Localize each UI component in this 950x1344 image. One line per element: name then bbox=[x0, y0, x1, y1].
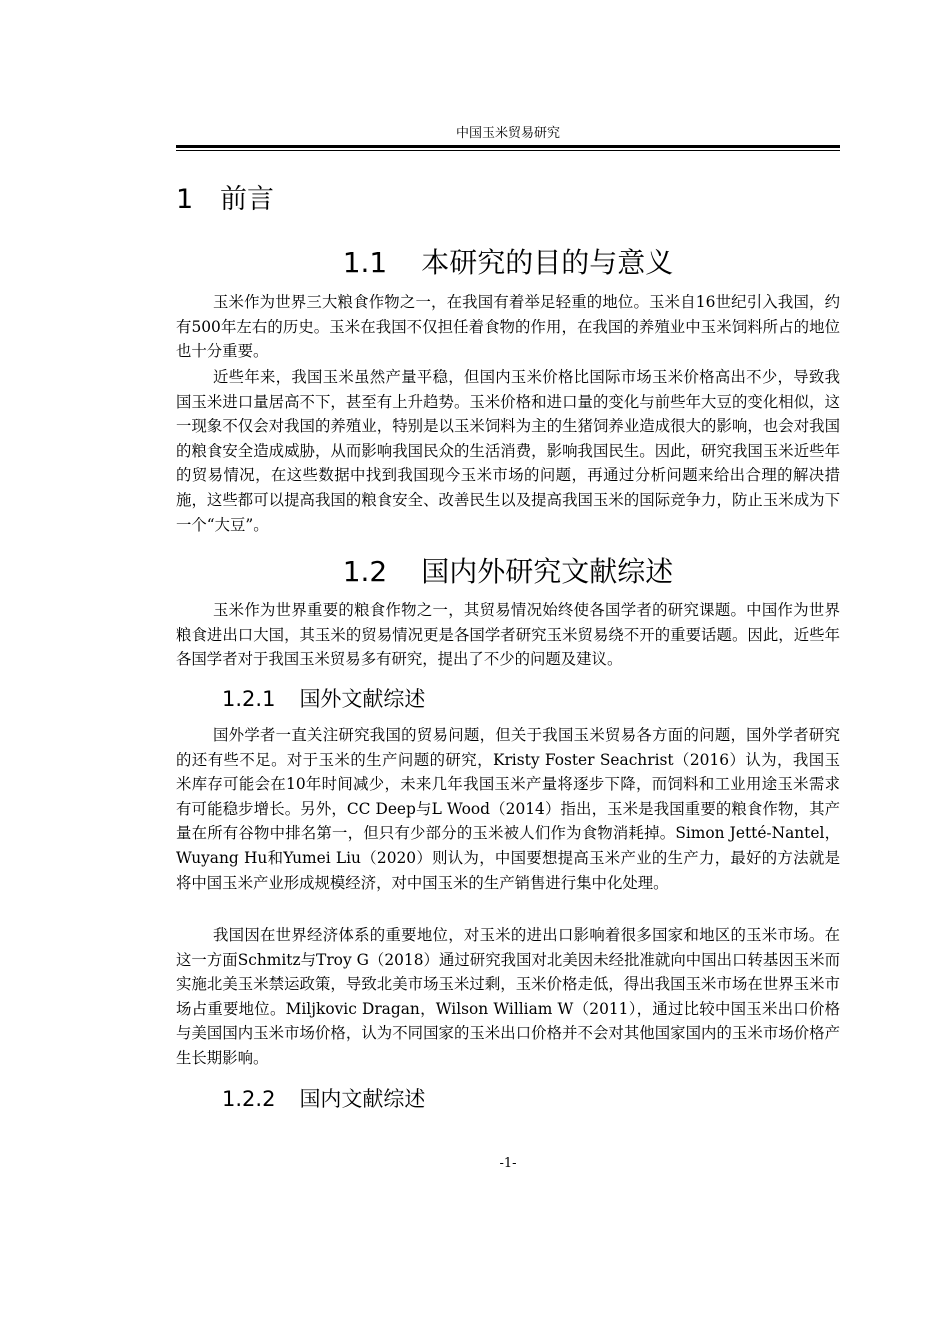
paragraph: 玉米作为世界重要的粮食作物之一，其贸易情况始终使各国学者的研究课题。中国作为世界粮食进出口大国，其玉米的贸易情况更是各国学者研究玉米贸易绕不开的重要话题。因此，近些年各国学者对于我国玉米贸易多有研究，提出了不少的问题及建议。 bbox=[176, 601, 840, 669]
subsection-heading-1-2-2 bbox=[222, 1084, 425, 1114]
paragraph: 国外学者一直关注研究我国的贸易问题，但关于我国玉米贸易各方面的问题，国外学者研究的还有些不足。对于玉米的生产问题的研究，Kristy Foster Seachrist（2016）认为，我国玉米库存可能会在10年时间减少，未来几年我国玉米产量将逐步下降，而饲料和工业用途玉米需求有可能稳步增长。另外，CC Deep与L Wood（2014）指出，玉米是我国重要的粮食作物，其产量在所有谷物中排名第一，但只有少部分的玉米被人们作为食物消耗掉。Simon Jetté-Nantel，Wuyang Hu和Yumei Liu（2020）则认为，中国要想提高玉米产业的生产力，最好的方法就是将中国玉米产业形成规模经济，对中国玉米的生产销售进行集中化处理。 bbox=[176, 726, 840, 892]
subsection-title: 国内文献综述 bbox=[299, 1087, 426, 1111]
paragraph: 玉米作为世界三大粮食作物之一，在我国有着举足轻重的地位。玉米自16世纪引入我国，约有500年左右的历史。玉米在我国不仅担任着食物的作用，在我国的养殖业中玉米饲料所占的地位也十分重要。 bbox=[176, 293, 840, 361]
section-title: 本研究的目的与意义 bbox=[421, 246, 674, 279]
section-heading-1-1 bbox=[176, 243, 840, 283]
section-number: 1.2 bbox=[342, 555, 388, 588]
chapter-number: 1 bbox=[176, 184, 194, 215]
chapter-title: 前言 bbox=[220, 184, 274, 215]
paragraph: 我国因在世界经济体系的重要地位，对玉米的进出口影响着很多国家和地区的玉米市场。在这一方面Schmitz与Troy G（2018）通过研究我国对北美因未经批准就向中国出口转基因玉米而实施北美玉米禁运政策，导致北美市场玉米过剩，玉米价格走低，得出我国玉米市场在世界玉米市场占重要地位。Miljkovic Dragan，Wilson William W（2011），通过比较中国玉米出口价格与美国国内玉米市场价格，认为不同国家的玉米出口价格并不会对其他国家国内的玉米市场价格产生长期影响。 bbox=[176, 926, 840, 1067]
paragraph: 近些年来，我国玉米虽然产量平稳，但国内玉米价格比国际市场玉米价格高出不少，导致我国玉米进口量居高不下，甚至有上升趋势。玉米价格和进口量的变化与前些年大豆的变化相似，这一现象不仅会对我国的养殖业，特别是以玉米饲料为主的生猪饲养业造成很大的影响，也会对我国的粮食安全造成威胁，从而影响我国民众的生活消费，影响我国民生。因此，研究我国玉米近些年的贸易情况，在这些数据中找到我国现今玉米市场的问题，再通过分析问题来给出合理的解决措施，这些都可以提高我国的粮食安全、改善民生以及提高我国玉米的国际竞争力，防止玉米成为下一个“大豆”。 bbox=[176, 368, 840, 534]
section-number: 1.1 bbox=[342, 246, 388, 279]
header-rule-thin bbox=[176, 150, 840, 151]
section-heading-1-2 bbox=[176, 552, 840, 592]
subsection-title: 国外文献综述 bbox=[299, 687, 426, 711]
subsection-heading-1-2-1 bbox=[222, 684, 425, 714]
chapter-heading bbox=[176, 180, 274, 220]
header-rule-thick bbox=[176, 145, 840, 148]
section-title: 国内外研究文献综述 bbox=[421, 555, 674, 588]
subsection-number: 1.2.1 bbox=[222, 687, 276, 711]
subsection-number: 1.2.2 bbox=[222, 1087, 276, 1111]
running-header: 中国玉米贸易研究 bbox=[455, 126, 560, 141]
page-number: -1- bbox=[499, 1156, 517, 1171]
